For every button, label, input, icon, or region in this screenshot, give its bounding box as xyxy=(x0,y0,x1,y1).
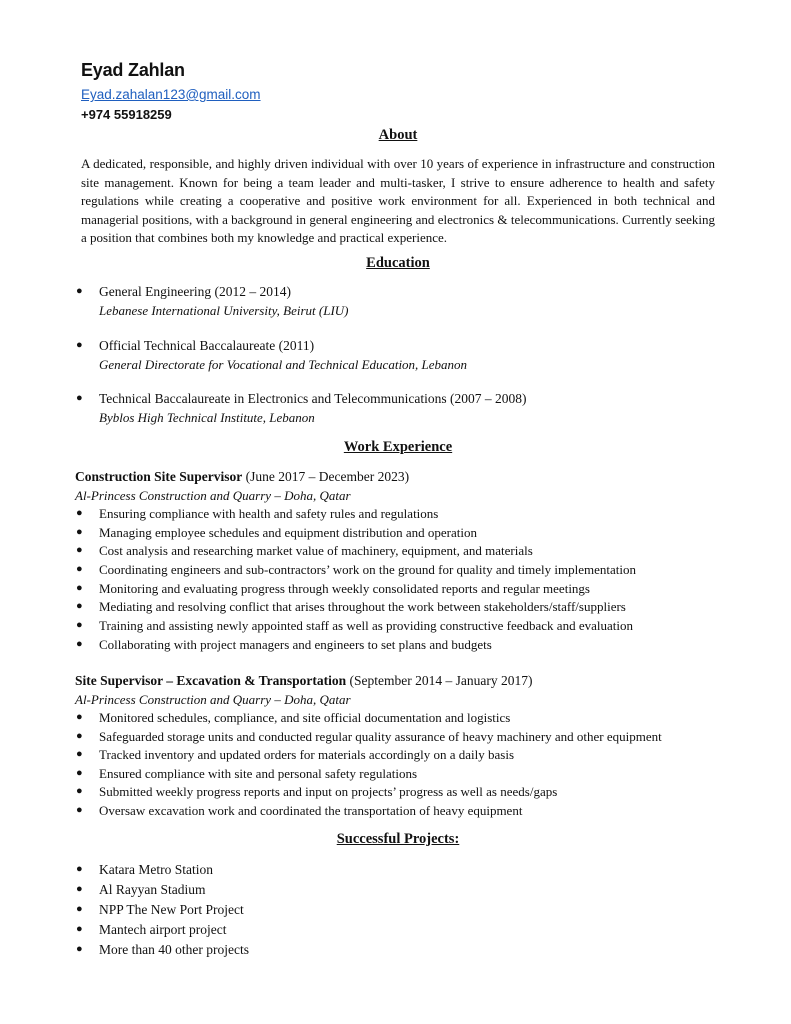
duty-text: Ensured compliance with site and personal safety regulations xyxy=(99,766,418,781)
bullet-icon: ● xyxy=(76,903,83,915)
bullet-icon: ● xyxy=(76,582,83,594)
email-link[interactable]: Eyad.zahalan123@gmail.com xyxy=(81,87,261,102)
project-name: Al Rayyan Stadium xyxy=(99,882,206,897)
duty-item xyxy=(76,562,636,578)
bullet-icon: ● xyxy=(76,638,83,650)
bullet-icon: ● xyxy=(76,883,83,895)
duty-item xyxy=(76,506,439,522)
job-title: Construction Site Supervisor xyxy=(75,469,243,484)
bullet-icon: ● xyxy=(76,748,83,760)
duty-text: Collaborating with project managers and engineers to set plans and budgets xyxy=(99,637,492,652)
duty-item xyxy=(76,729,662,745)
work-experience-heading: Work Experience xyxy=(343,439,453,455)
project-item xyxy=(76,942,249,958)
project-name: More than 40 other projects xyxy=(99,942,249,957)
bullet-icon: ● xyxy=(76,804,83,816)
project-item xyxy=(76,902,244,918)
job-title-line xyxy=(75,469,409,485)
project-item xyxy=(76,882,206,898)
project-name: Katara Metro Station xyxy=(99,862,213,877)
education-item xyxy=(76,284,291,300)
duty-item xyxy=(76,525,477,541)
about-heading: About xyxy=(378,127,418,143)
duty-text: Safeguarded storage units and conducted regular quality assurance of heavy machinery and other equipment xyxy=(99,729,662,744)
duty-text: Monitored schedules, compliance, and site official documentation and logistics xyxy=(99,710,511,725)
bullet-icon: ● xyxy=(76,563,83,575)
bullet-icon: ● xyxy=(76,544,83,556)
duty-item xyxy=(76,803,523,819)
about-paragraph: A dedicated, responsible, and highly driven individual with over 10 years of experience in infrastructure and construction site management. Known for being a team leader and multi-tasker, I strive to ensure adherence to health and safety regulations while creating a cooperative and positive work environment for all. Experienced in both technical and managerial positions, with a background in general engineering and electronics & telecommunications. Currently seeking a position that combines both my knowledge and practical experience. xyxy=(81,156,715,245)
project-item xyxy=(76,862,213,878)
bullet-icon: ● xyxy=(76,863,83,875)
duty-item xyxy=(76,543,533,559)
job-dates: (June 2017 – December 2023) xyxy=(245,469,410,484)
duty-text: Training and assisting newly appointed staff as well as providing constructive feedback and evaluation xyxy=(99,618,633,633)
project-name: Mantech airport project xyxy=(99,922,227,937)
duty-text: Managing employee schedules and equipment distribution and operation xyxy=(99,525,477,540)
duty-item xyxy=(76,766,418,782)
bullet-icon: ● xyxy=(76,923,83,935)
duty-text: Cost analysis and researching market value of machinery, equipment, and materials xyxy=(99,543,533,558)
duty-item xyxy=(76,784,558,800)
bullet-icon: ● xyxy=(76,392,83,404)
bullet-icon: ● xyxy=(76,339,83,351)
job-company: Al-Princess Construction and Quarry – Doha, Qatar xyxy=(75,692,351,707)
duty-text: Ensuring compliance with health and safety rules and regulations xyxy=(99,506,439,521)
project-item xyxy=(76,922,227,938)
duty-item xyxy=(76,618,633,634)
job-title: Site Supervisor – Excavation & Transportation xyxy=(75,673,347,688)
education-item xyxy=(76,391,527,407)
project-name: NPP The New Port Project xyxy=(99,902,244,917)
education-title: General Engineering (2012 – 2014) xyxy=(99,284,291,299)
job-title-line xyxy=(75,673,532,689)
duty-text: Monitoring and evaluating progress through weekly consolidated reports and regular meetings xyxy=(99,581,590,596)
bullet-icon: ● xyxy=(76,943,83,955)
bullet-icon: ● xyxy=(76,619,83,631)
education-institution: General Directorate for Vocational and Technical Education, Lebanon xyxy=(99,357,468,372)
duty-item xyxy=(76,747,515,763)
duty-text: Oversaw excavation work and coordinated the transportation of heavy equipment xyxy=(99,803,523,818)
bullet-icon: ● xyxy=(76,730,83,742)
education-institution: Byblos High Technical Institute, Lebanon xyxy=(99,410,315,425)
candidate-name: Eyad Zahlan xyxy=(81,60,185,80)
education-title: Official Technical Baccalaureate (2011) xyxy=(99,338,315,353)
bullet-icon: ● xyxy=(76,285,83,297)
education-title: Technical Baccalaureate in Electronics and Telecommunications (2007 – 2008) xyxy=(99,391,527,406)
bullet-icon: ● xyxy=(76,767,83,779)
duty-text: Mediating and resolving conflict that arises throughout the work between stakeholders/staff/suppliers xyxy=(99,599,626,614)
bullet-icon: ● xyxy=(76,600,83,612)
bullet-icon: ● xyxy=(76,785,83,797)
bullet-icon: ● xyxy=(76,711,83,723)
education-item xyxy=(76,338,315,354)
duty-text: Tracked inventory and updated orders for materials accordingly on a daily basis xyxy=(99,747,515,762)
job-dates: (September 2014 – January 2017) xyxy=(349,673,533,688)
bullet-icon: ● xyxy=(76,507,83,519)
duty-item xyxy=(76,637,492,653)
duty-item xyxy=(76,581,590,597)
duty-item xyxy=(76,710,511,726)
job-company: Al-Princess Construction and Quarry – Doha, Qatar xyxy=(75,488,351,503)
projects-heading: Successful Projects: xyxy=(336,831,460,847)
duty-item xyxy=(76,599,626,615)
education-institution: Lebanese International University, Beirut (LIU) xyxy=(99,303,349,318)
bullet-icon: ● xyxy=(76,526,83,538)
education-heading: Education xyxy=(366,255,430,271)
duty-text: Submitted weekly progress reports and input on projects’ progress as well as needs/gaps xyxy=(99,784,558,799)
duty-text: Coordinating engineers and sub-contractors’ work on the ground for quality and timely implementation xyxy=(99,562,636,577)
phone-number: +974 55918259 xyxy=(81,107,172,122)
